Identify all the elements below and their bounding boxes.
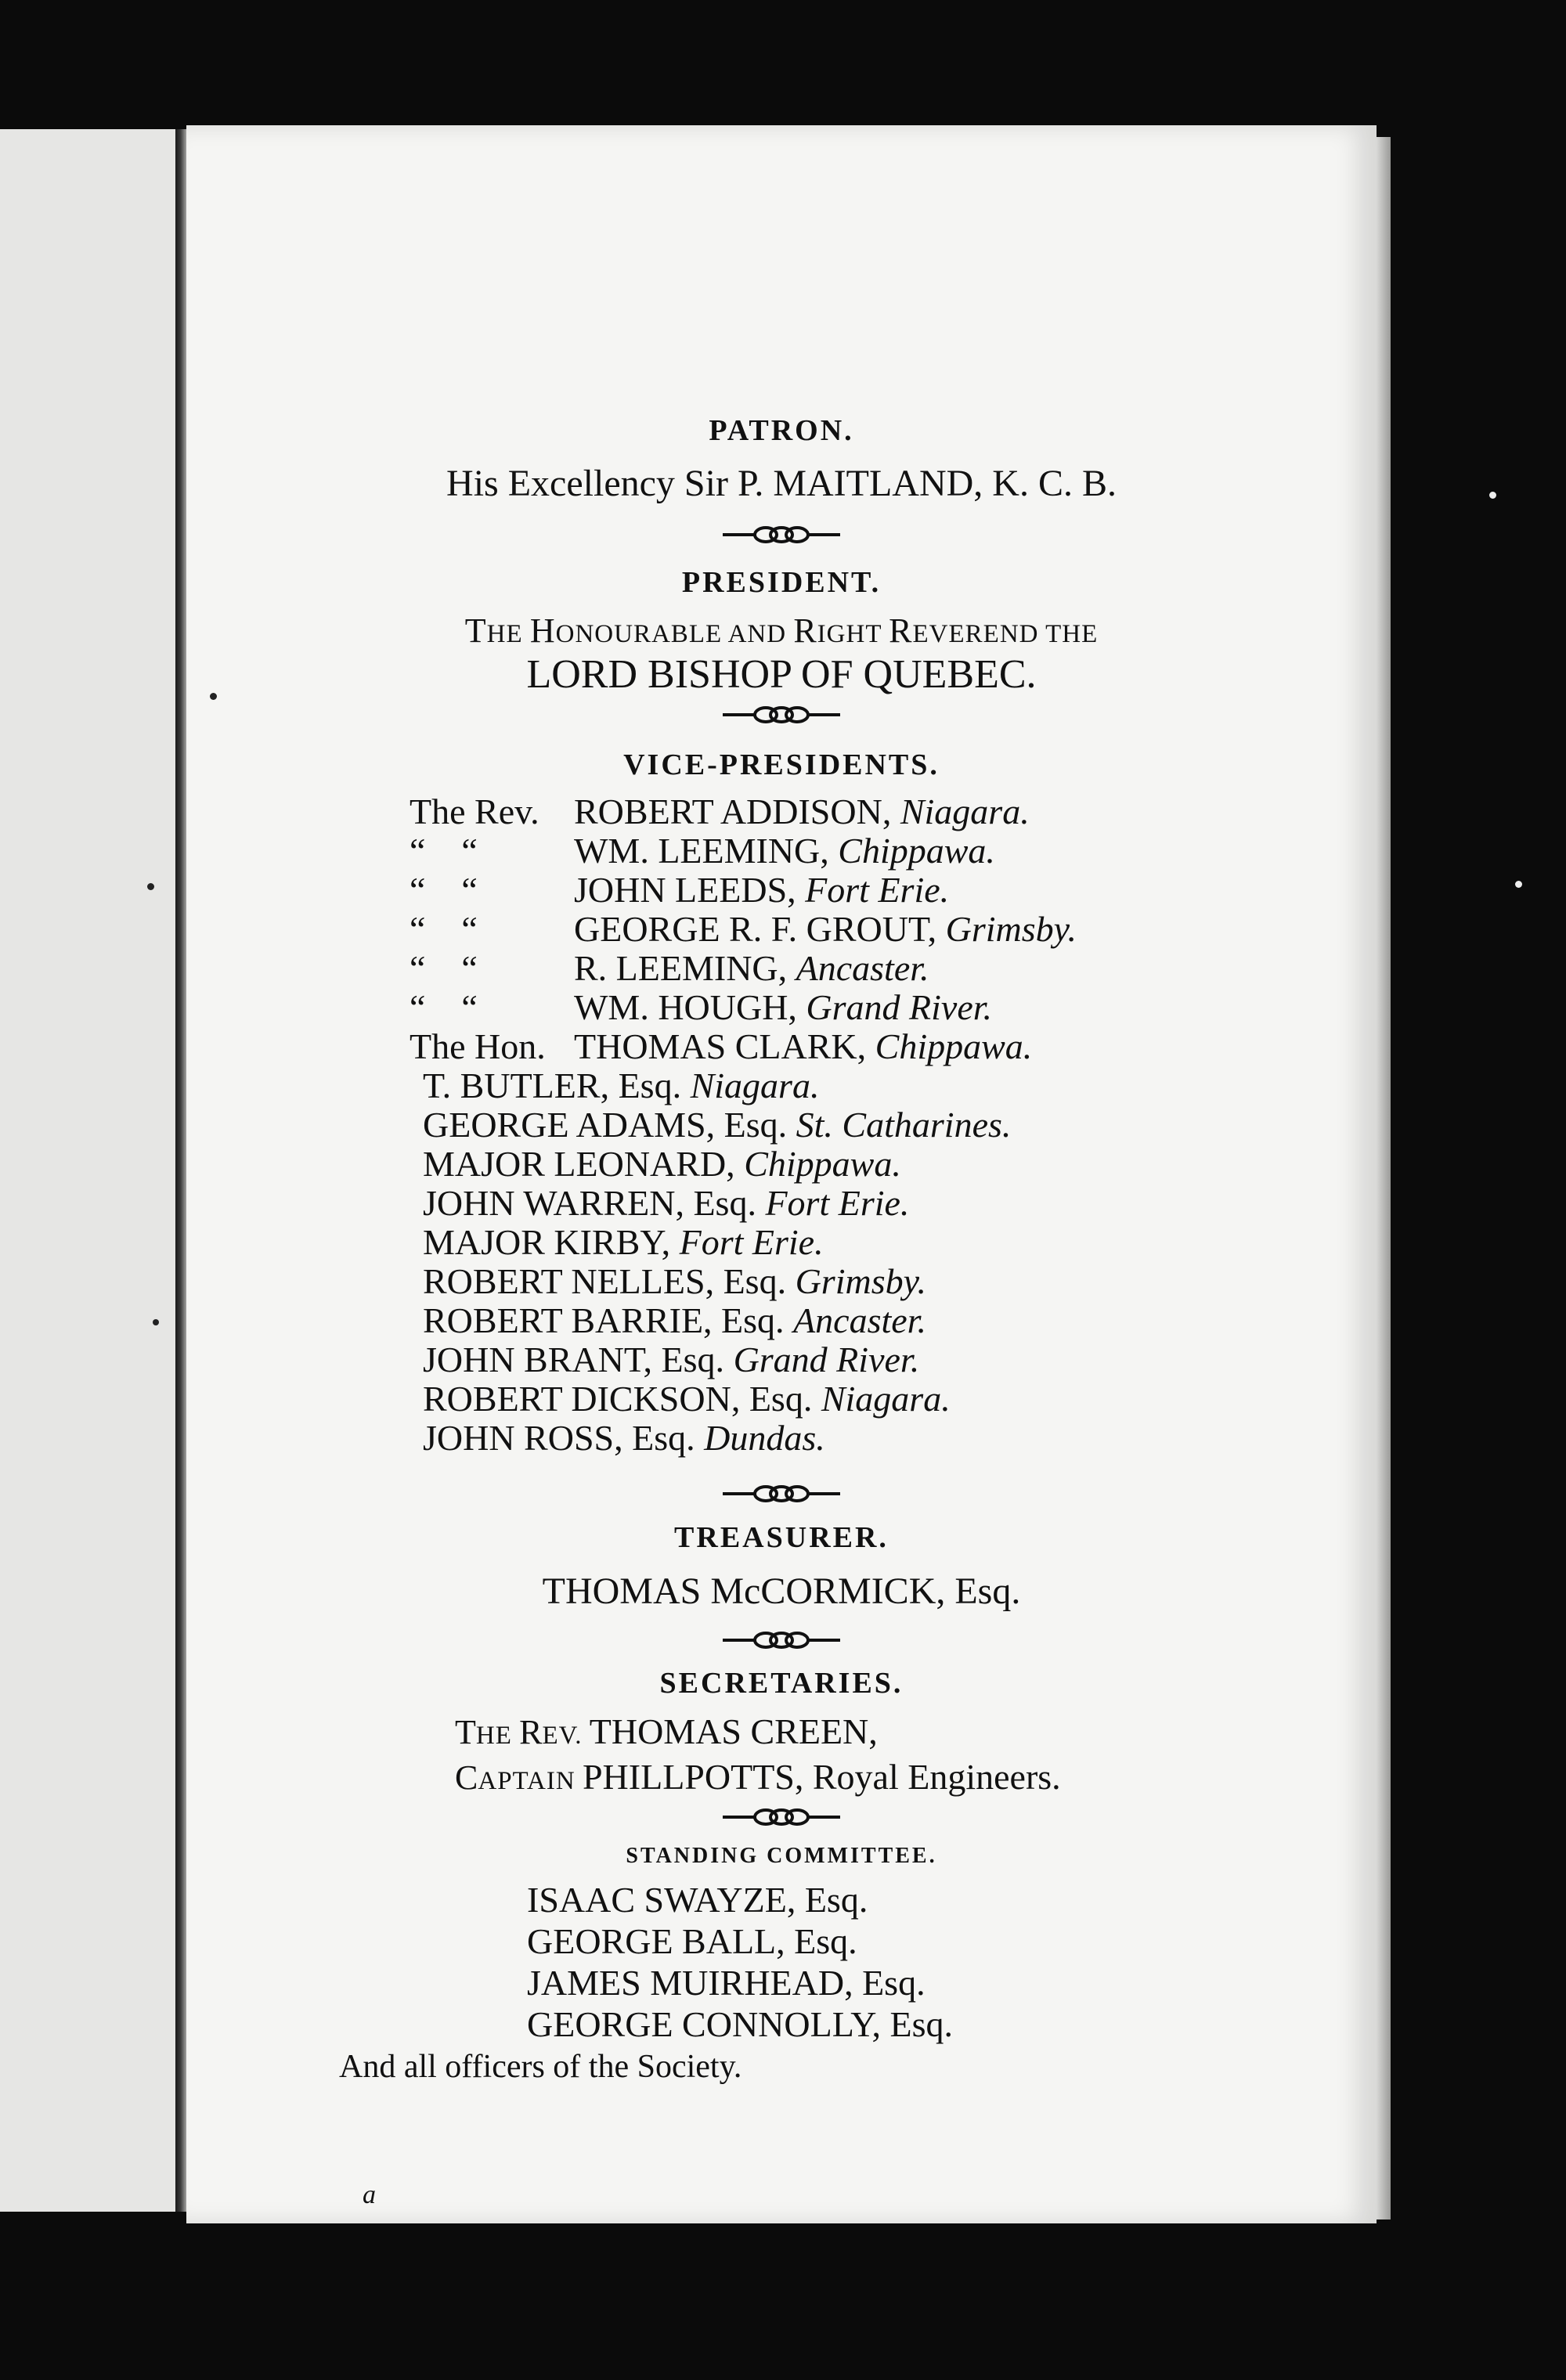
secretary-2: CAPTAIN PHILLPOTTS, Royal Engineers. <box>455 1757 1061 1797</box>
vice-president-prefix: “ “ <box>410 909 478 949</box>
vice-president-name: WM. LEEMING, <box>574 831 829 871</box>
vice-president-name: MAJOR KIRBY, <box>423 1222 671 1262</box>
vice-president-place: Fort Erie. <box>765 1183 910 1223</box>
ornament-icon <box>723 1630 840 1650</box>
vice-president-entry <box>423 1378 951 1419</box>
vice-president-entry <box>410 1026 1032 1067</box>
president-name: LORD BISHOP OF QUEBEC. <box>526 652 1037 697</box>
footer-line: And all officers of the Society. <box>339 2049 742 2085</box>
vice-president-name: ROBERT DICKSON, Esq. <box>423 1379 813 1419</box>
vice-president-prefix: “ “ <box>410 987 478 1027</box>
president-heading: PRESIDENT. <box>681 566 882 599</box>
vice-president-name: THOMAS CLARK, <box>574 1026 867 1066</box>
committee-member: JAMES MUIRHEAD, Esq. <box>527 1963 926 2003</box>
president-title-line: THE HONOURABLE AND RIGHT REVEREND THE <box>464 611 1099 650</box>
vice-president-entry <box>423 1104 1011 1145</box>
vice-president-place: Dundas. <box>704 1418 825 1458</box>
vice-president-name: JOHN WARREN, Esq. <box>423 1183 756 1223</box>
vice-president-prefix: “ “ <box>410 948 478 988</box>
vice-president-entry <box>423 1417 825 1459</box>
vice-president-name: R. LEEMING, <box>574 948 788 988</box>
treasurer-name: THOMAS McCORMICK, Esq. <box>542 1570 1021 1612</box>
vice-president-entry <box>423 1339 919 1380</box>
vice-president-entry <box>423 1300 926 1341</box>
vice-president-entry <box>423 1182 909 1224</box>
speck <box>147 883 154 890</box>
vice-president-entry <box>410 986 992 1028</box>
vice-president-place: Niagara. <box>690 1066 820 1105</box>
vice-president-entry <box>410 869 949 911</box>
speck <box>1515 881 1522 888</box>
ornament-divider <box>186 1630 1377 1653</box>
vice-president-name: GEORGE R. F. GROUT, <box>574 909 937 949</box>
vice-president-place: Chippawa. <box>838 831 995 871</box>
vice-president-place: Ancaster. <box>796 948 929 988</box>
vice-president-place: Fort Erie. <box>805 870 950 910</box>
ornament-icon <box>723 525 840 545</box>
patron-heading: PATRON. <box>709 414 854 447</box>
vice-president-name: MAJOR LEONARD, <box>423 1144 735 1184</box>
vice-president-place: Chippawa. <box>744 1144 901 1184</box>
facing-page <box>0 129 182 2212</box>
committee-member: GEORGE BALL, Esq. <box>527 1921 857 1961</box>
committee-member: GEORGE CONNOLLY, Esq. <box>527 2004 953 2044</box>
vice-president-entry <box>410 908 1077 950</box>
vice-president-place: Niagara. <box>821 1379 951 1419</box>
vice-president-prefix: The Rev. <box>410 792 539 831</box>
vice-president-place: Grimsby. <box>795 1261 926 1301</box>
vice-president-entry <box>410 830 995 871</box>
ornament-icon <box>723 1484 840 1504</box>
page-edge <box>1377 137 1391 2220</box>
vice-president-name: JOHN ROSS, Esq. <box>423 1418 695 1458</box>
secretaries-heading: SECRETARIES. <box>659 1667 904 1700</box>
patron-name: His Excellency Sir P. MAITLAND, K. C. B. <box>446 463 1117 504</box>
vice-president-name: WM. HOUGH, <box>574 987 797 1027</box>
vice-president-name: GEORGE ADAMS, Esq. <box>423 1105 788 1145</box>
committee-member: ISAAC SWAYZE, Esq. <box>527 1880 868 1920</box>
vice-president-entry <box>423 1260 926 1302</box>
ornament-divider <box>186 1807 1377 1830</box>
ornament-divider <box>186 1484 1377 1507</box>
vice-president-prefix: The Hon. <box>410 1026 546 1066</box>
speck <box>210 693 217 700</box>
vice-president-place: Grand River. <box>733 1340 920 1379</box>
vice-president-name: JOHN LEEDS, <box>574 870 796 910</box>
treasurer-heading: TREASURER. <box>674 1521 889 1554</box>
vice-president-place: Grand River. <box>806 987 993 1027</box>
vice-president-prefix: “ “ <box>410 870 478 910</box>
vice-president-place: Ancaster. <box>793 1300 926 1340</box>
vice-president-name: ROBERT NELLES, Esq. <box>423 1261 787 1301</box>
vice-president-place: St. Catharines. <box>796 1105 1012 1145</box>
vice-president-entry <box>410 791 1030 832</box>
vice-president-place: Grimsby. <box>945 909 1077 949</box>
vice-president-name: JOHN BRANT, Esq. <box>423 1340 725 1379</box>
vice-president-place: Chippawa. <box>875 1026 1033 1066</box>
secretary-1: THE REV. THOMAS CREEN, <box>455 1711 878 1751</box>
speck <box>1489 492 1496 499</box>
vice-president-name: T. BUTLER, Esq. <box>423 1066 682 1105</box>
speck <box>153 1319 159 1325</box>
vice-president-entry <box>410 947 929 989</box>
vice-president-entry <box>423 1143 901 1185</box>
ornament-icon <box>723 1807 840 1827</box>
vice-presidents-heading: VICE-PRESIDENTS. <box>623 748 940 781</box>
vice-president-prefix: “ “ <box>410 831 478 871</box>
ornament-icon <box>723 705 840 725</box>
ornament-divider <box>186 705 1377 728</box>
vice-president-place: Fort Erie. <box>679 1222 824 1262</box>
vice-president-place: Niagara. <box>900 792 1030 831</box>
standing-committee-heading: STANDING COMMITTEE. <box>626 1844 937 1868</box>
vice-president-name: ROBERT ADDISON, <box>574 792 892 831</box>
vice-president-entry <box>423 1221 824 1263</box>
document-page <box>186 125 1377 2223</box>
page-marker: a <box>363 2180 376 2209</box>
vice-president-entry <box>423 1065 819 1106</box>
vice-president-name: ROBERT BARRIE, Esq. <box>423 1300 785 1340</box>
ornament-divider <box>186 525 1377 548</box>
